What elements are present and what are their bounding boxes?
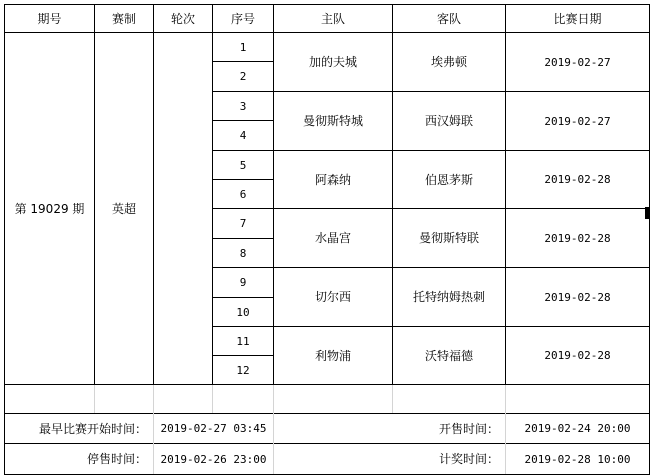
header-competition: 赛制 <box>111 11 136 26</box>
home-team: 利物浦 <box>314 348 351 363</box>
prize-time-label: 计奖时间： <box>438 452 499 466</box>
header-period: 期号 <box>37 11 62 26</box>
sale-stop-label: 停售时间： <box>86 452 147 466</box>
prize-time-value: 2019-02-28 10:00 <box>524 452 631 466</box>
seq-number: 10 <box>236 305 250 319</box>
faint-grid-line <box>94 385 95 413</box>
away-team: 托特纳姆热刺 <box>412 290 485 304</box>
seq-number: 7 <box>239 217 247 230</box>
away-team: 沃特福德 <box>424 348 473 363</box>
match-date: 2019-02-27 <box>544 55 611 69</box>
match-date: 2019-02-28 <box>544 173 611 186</box>
sale-start-value: 2019-02-24 20:00 <box>524 422 631 435</box>
header-away: 客队 <box>436 11 461 26</box>
sale-start-label: 开售时间： <box>438 421 499 436</box>
seq-number: 11 <box>236 334 250 348</box>
sale-stop-value: 2019-02-26 23:00 <box>160 452 267 466</box>
match-date: 2019-02-28 <box>544 349 611 362</box>
round-cell <box>154 33 212 384</box>
period-cell: 第 19029 期 <box>14 201 85 216</box>
header-date: 比赛日期 <box>553 11 602 26</box>
match-date: 2019-02-28 <box>544 231 611 245</box>
away-team: 埃弗顿 <box>430 55 467 69</box>
home-team: 加的夫城 <box>308 55 357 69</box>
earliest-start-label: 最早比赛开始时间： <box>38 421 147 436</box>
seq-number: 12 <box>236 363 250 377</box>
seq-number: 1 <box>239 40 247 54</box>
seq-number: 2 <box>239 70 247 83</box>
grid-line <box>4 474 650 475</box>
faint-grid-line <box>212 385 213 413</box>
match-date: 2019-02-28 <box>544 290 611 304</box>
home-team: 水晶宫 <box>314 231 351 245</box>
away-team: 伯恩茅斯 <box>424 172 473 187</box>
seq-number: 4 <box>239 129 247 142</box>
seq-number: 6 <box>239 187 247 201</box>
away-team: 西汉姆联 <box>424 114 473 128</box>
home-team: 切尔西 <box>314 290 351 304</box>
edge-marker <box>645 207 650 219</box>
competition-cell: 英超 <box>111 201 136 216</box>
faint-grid-line <box>392 385 393 413</box>
seq-number: 9 <box>239 276 247 289</box>
grid-line <box>4 384 650 385</box>
home-team: 阿森纳 <box>314 172 351 187</box>
header-seq: 序号 <box>230 11 255 26</box>
match-date: 2019-02-27 <box>544 114 611 128</box>
seq-number: 3 <box>239 99 247 113</box>
seq-number: 5 <box>239 158 247 172</box>
header-round: 轮次 <box>170 11 195 26</box>
home-team: 曼彻斯特城 <box>302 114 363 128</box>
earliest-start-value: 2019-02-27 03:45 <box>160 422 267 435</box>
seq-number: 8 <box>239 246 247 260</box>
header-home: 主队 <box>320 11 345 26</box>
faint-grid-line <box>273 385 274 474</box>
away-team: 曼彻斯特联 <box>418 231 479 245</box>
